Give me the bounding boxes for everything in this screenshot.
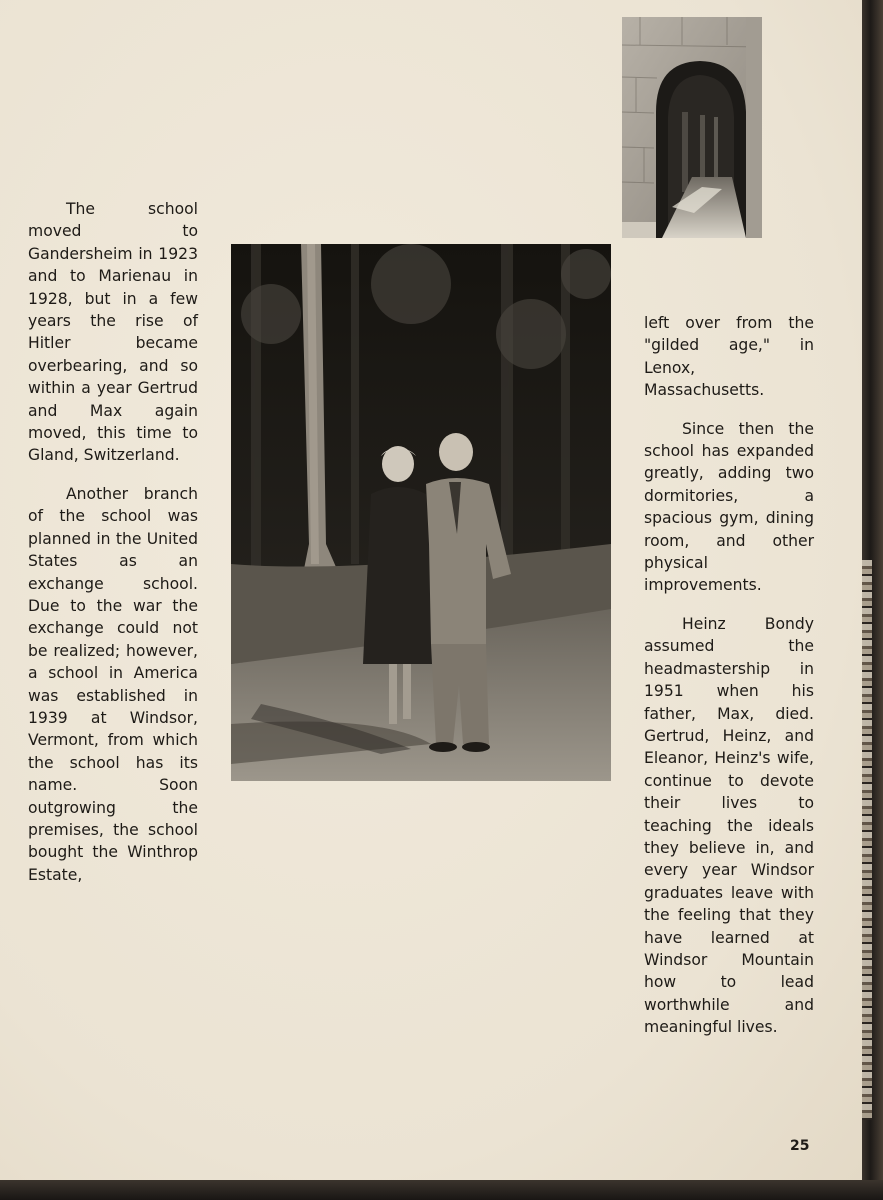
paragraph-school-moved: The school moved to Gandersheim in 1923 and to Marienau in 1928, but in a few years the rise of Hitler became overbearing, and so within a year Gertrud and Max again moved, this time to Gland, Switzerland. <box>28 200 198 465</box>
photo-stone-archway-icon <box>622 17 762 238</box>
book-binding <box>862 0 883 1200</box>
left-text-column <box>28 198 198 902</box>
page-number <box>790 1138 809 1154</box>
paragraph-another-branch: Another branch of the school was planned in the United States as an exchange school. Due to the war the exchange could not be realized; however, a school in America was established in 1939 at Windsor, Vermont, from which the school has its name. Soon outgrowing the premises, the school bought the Winthrop Estate, <box>28 484 198 884</box>
couple-illustration <box>231 244 611 781</box>
right-text-column <box>644 312 814 1055</box>
paragraph-gilded-age: left over from the "gilded age," in Lenox, Massachusetts. <box>644 314 814 400</box>
archway-illustration <box>622 17 762 238</box>
paragraph-heinz-bondy: Heinz Bondy assumed the headmastership in 1951 when his father, Max, died. Gertrud, Heinz, and Eleanor, Heinz's wife, continue to devote their lives to teaching the ideals they believe in, and every year Windsor graduates leave with the feeling that they have learned at Windsor Mountain how to lead worthwhile and meaningful lives. <box>644 614 814 1037</box>
page-edges <box>862 560 872 1120</box>
paragraph-since-then: Since then the school has expanded greatly, adding two dormitories, a spacious gym, dining room, and other physical improvements. <box>644 419 814 595</box>
book-cover-edge <box>0 1180 883 1200</box>
page-number-text: 25 <box>790 1138 810 1154</box>
photo-couple-walking-icon <box>231 244 611 781</box>
